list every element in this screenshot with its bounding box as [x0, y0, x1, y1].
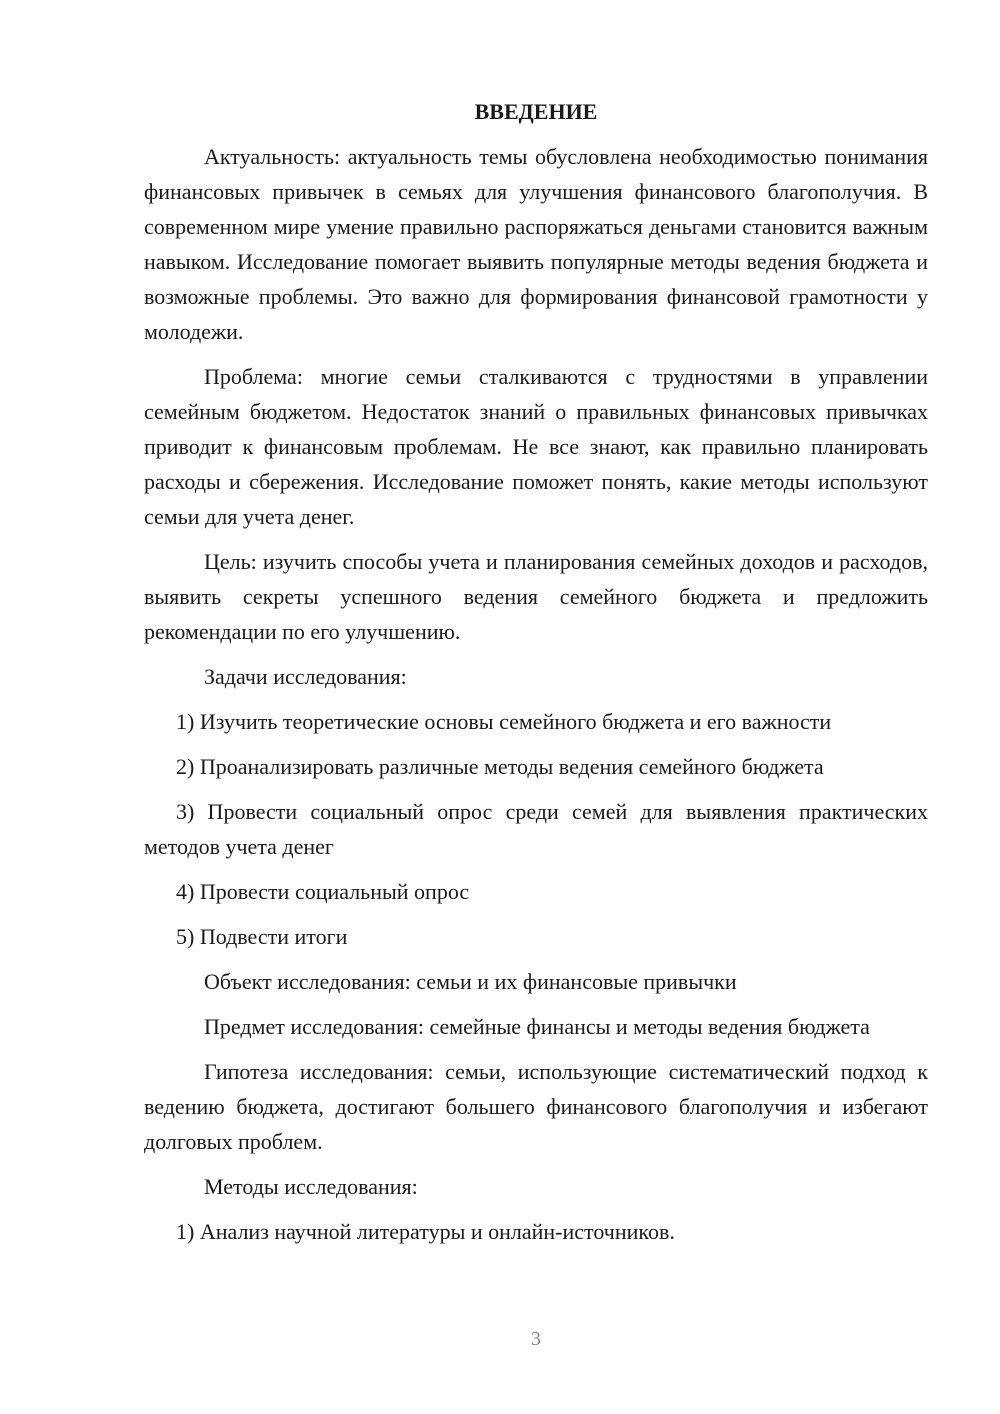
task-item-2: 2) Проанализировать различные методы ведения семейного бюджета — [176, 754, 824, 779]
hypothesis-paragraph: Гипотеза исследования: семьи, использующие систематический подход к ведению бюджета, достигают большего финансового благополучия и избегают долговых проблем. — [144, 1059, 928, 1154]
task-item-5: 5) Подвести итоги — [176, 924, 348, 949]
goal-paragraph: Цель: изучить способы учета и планирования семейных доходов и расходов, выявить секреты успешного ведения семейного бюджета и предложить рекомендации по его улучшению. — [144, 549, 928, 644]
tasks-heading: Задачи исследования: — [204, 664, 407, 689]
object-paragraph: Объект исследования: семьи и их финансовые привычки — [204, 969, 737, 994]
task-item-4: 4) Провести социальный опрос — [176, 879, 470, 904]
page-number: 3 — [531, 1328, 541, 1350]
task-item-1: 1) Изучить теоретические основы семейного бюджета и его важности — [176, 709, 832, 734]
page-content — [144, 94, 928, 1249]
relevance-paragraph: Актуальность: актуальность темы обусловлена необходимостью понимания финансовых привычек в семьях для улучшения финансового благополучия. В современном мире умение правильно распоряжаться деньгами становится важным навыком. Исследование помогает выявить популярные методы ведения бюджета и возможные проблемы. Это важно для формирования финансовой грамотности у молодежи. — [144, 144, 928, 344]
task-item-3: 3) Провести социальный опрос среди семей для выявления практических методов учета денег — [144, 799, 928, 859]
methods-heading: Методы исследования: — [204, 1174, 418, 1199]
problem-paragraph: Проблема: многие семьи сталкиваются с трудностями в управлении семейным бюджетом. Недостаток знаний о правильных финансовых привычках приводит к финансовым проблемам. Не все знают, как правильно планировать расходы и сбережения. Исследование поможет понять, какие методы используют семьи для учета денег. — [144, 364, 928, 529]
method-item-1: 1) Анализ научной литературы и онлайн-источников. — [176, 1219, 675, 1244]
subject-paragraph: Предмет исследования: семейные финансы и методы ведения бюджета — [204, 1014, 870, 1039]
section-title: ВВЕДЕНИЕ — [474, 99, 598, 124]
